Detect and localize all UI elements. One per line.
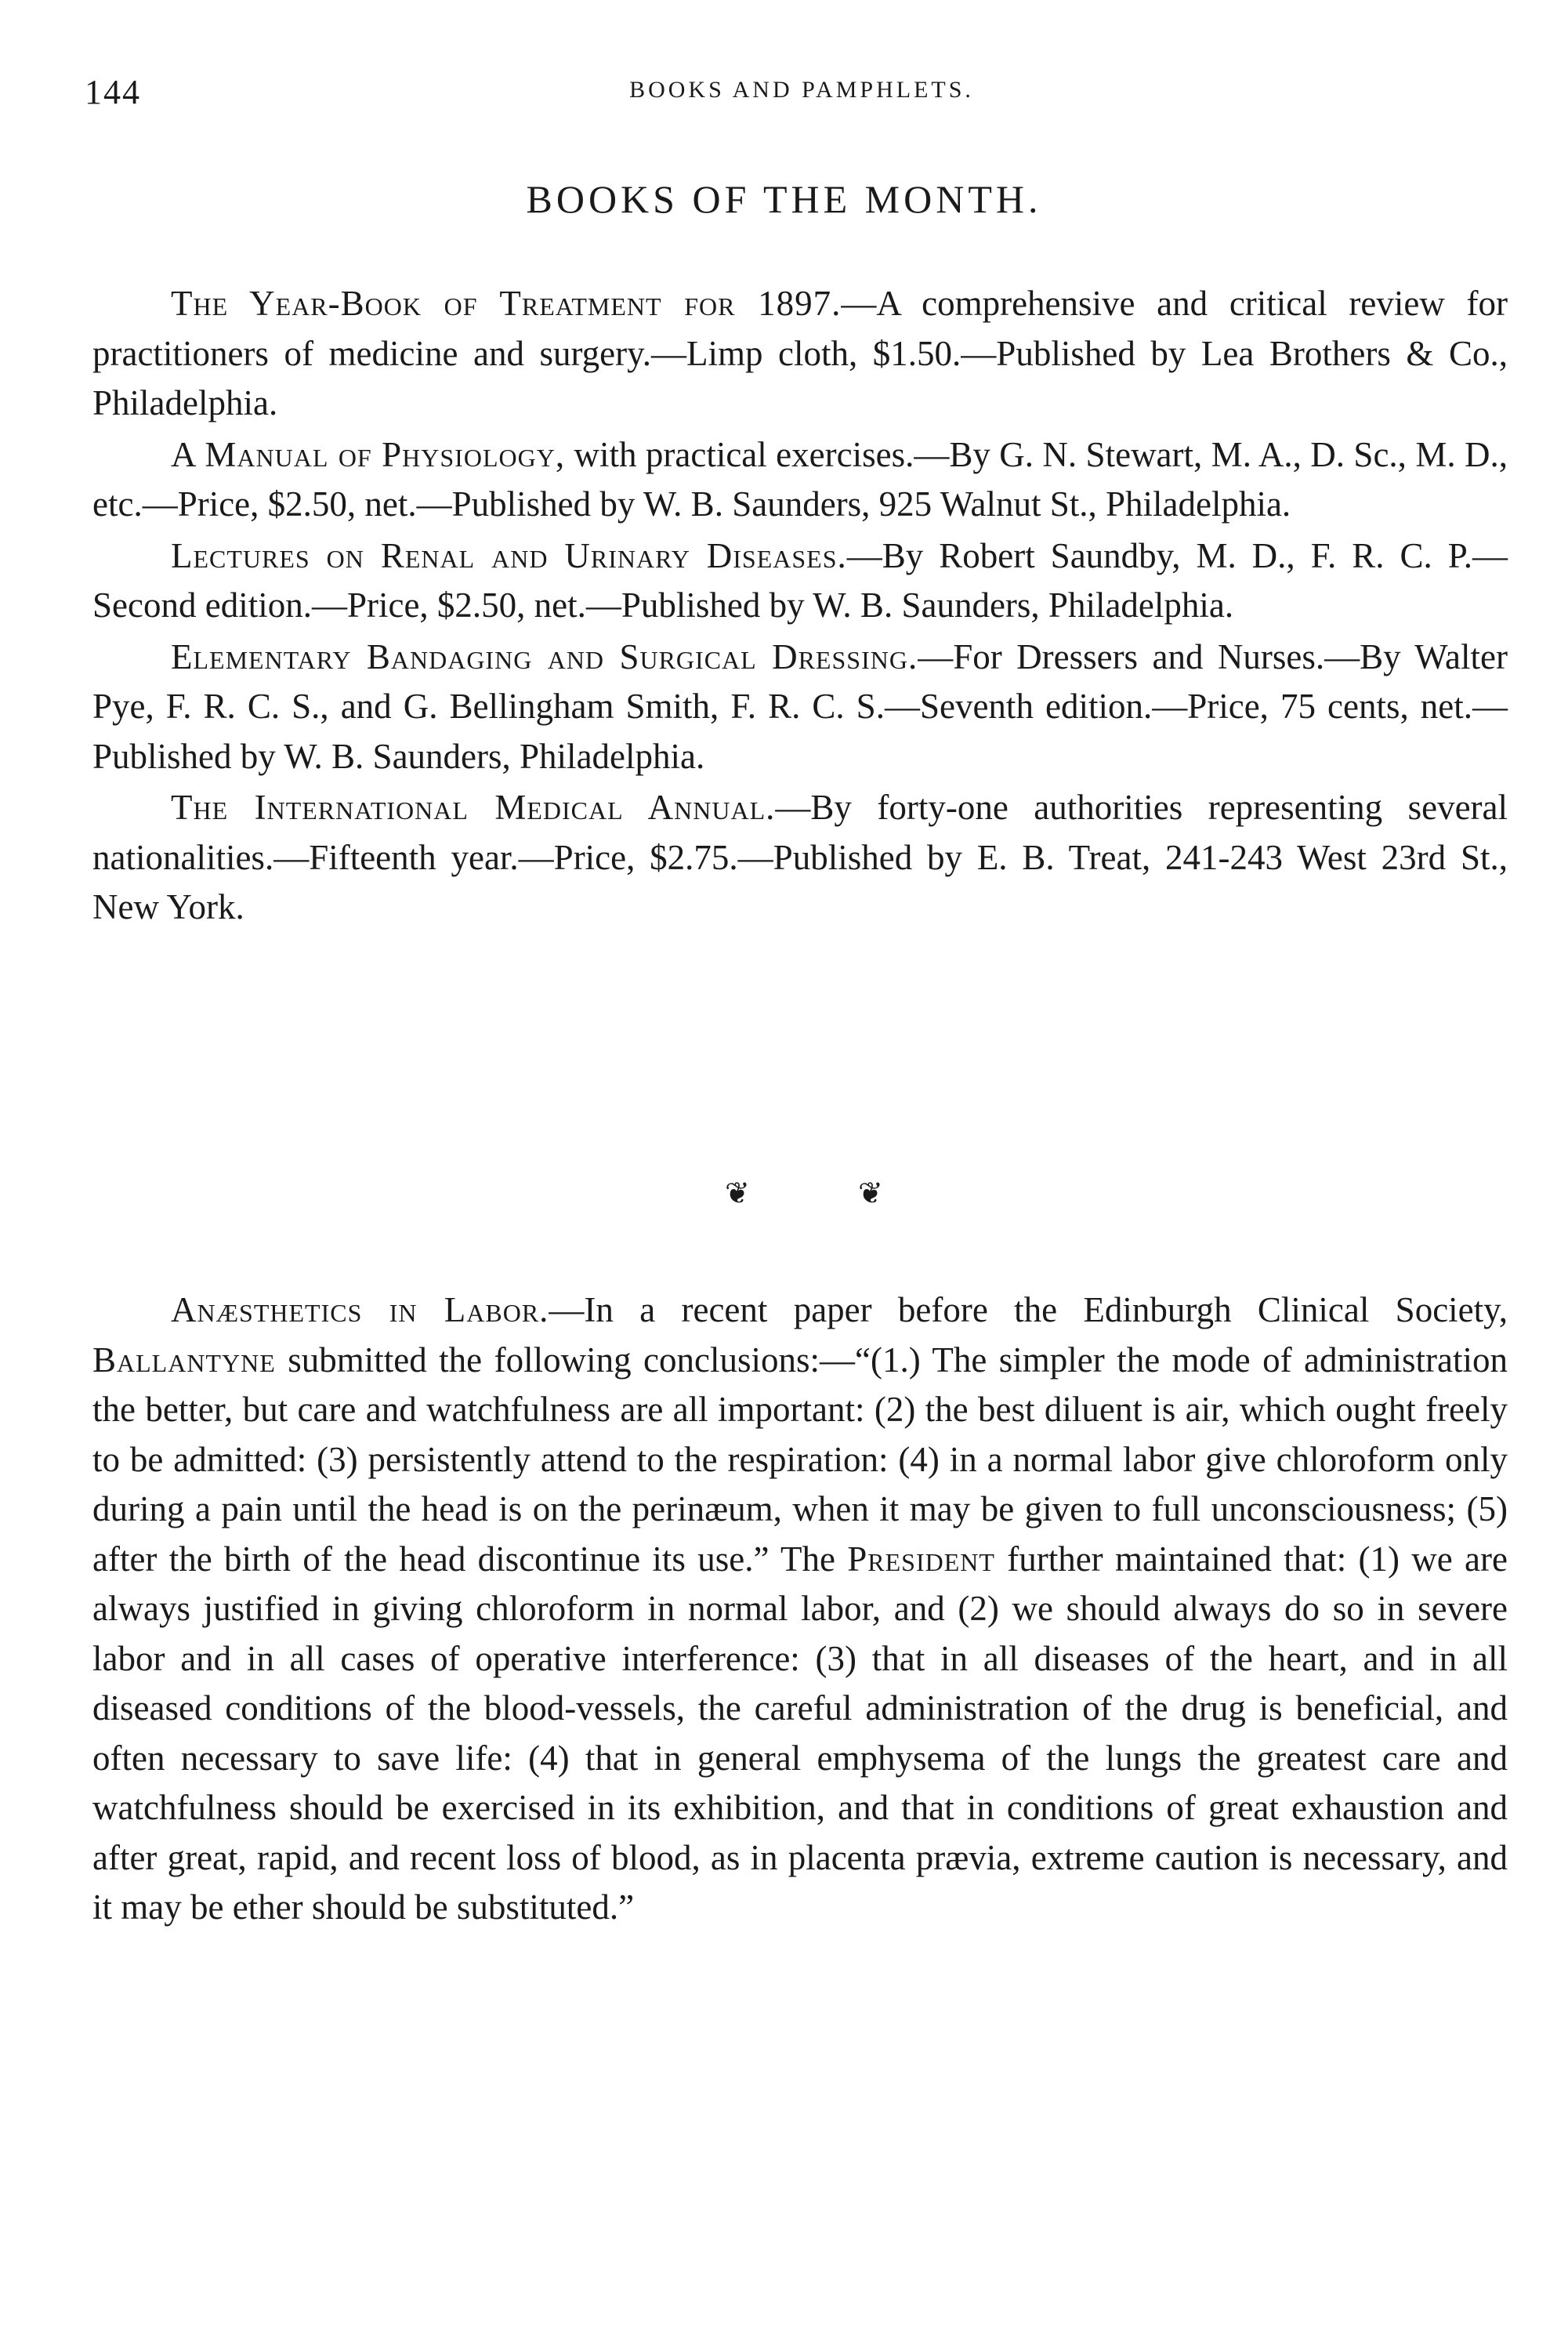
book-details: with practical exercises.—By G. N. Stewart, M. A., D. Sc., M. D., etc.—Price, $2.50, net.—Published by W. B. Saunders, 925 Walnut St., Philadelphia. — [92, 434, 1508, 524]
fleuron-icon: ❦ — [725, 1177, 750, 1210]
book-entry — [92, 430, 1508, 530]
book-title: A Manual of Physiology, — [171, 434, 566, 474]
book-details: —By Robert Saundby, M. D., F. R. C. P.—Second edition.—Price, $2.50, net.—Published by W. B. Saunders, Philadelphia. — [92, 535, 1508, 625]
article-text: further maintained that: (1) we are always justified in giving chloroform in normal labor, and (2) we should always do so in severe labor and in all cases of operative interference: (3) that in all diseases of the heart, and in all diseased conditions of the blood-vessels, the careful administration of the drug is beneficial, and often necessary to save life: (4) that in general emphysema of the lungs the greatest care and watchfulness should be exercised in its exhibition, and that in conditions of great exhaustion and after great, rapid, and recent loss of blood, as in placenta prævia, extreme caution is necessary, and it may be ether should be substituted.” — [92, 1539, 1508, 1927]
book-details: —For Dressers and Nurses.—By Walter Pye, F. R. C. S., and G. Bellingham Smith, F. R. C. S.—Seventh edition.—Price, 75 cents, net.—Published by W. B. Saunders, Philadelphia. — [92, 636, 1508, 776]
speaker-name: President — [847, 1539, 995, 1579]
book-title: The International Medical Annual. — [171, 788, 776, 827]
book-entry — [92, 783, 1508, 933]
article — [92, 1285, 1508, 1934]
article-title: Anæsthetics in Labor. — [171, 1290, 549, 1329]
book-entry — [92, 531, 1508, 631]
article-text: submitted the following conclusions:—“(1.) The simpler the mode of administration the better, but care and watchfulness are all important: (2) the best diluent is air, which ought freely to be admitted: (3) persistently attend to the respiration: (4) in a normal labor give chloroform only during a pain until the head is on the perinæum, when it may be given to full unconsciousness; (5) after the birth of the head discontinue its use.” The — [92, 1340, 1508, 1579]
fleuron-icon: ❦ — [858, 1177, 883, 1210]
section-divider — [0, 1176, 1568, 1223]
section-title: BOOKS OF THE MONTH. — [526, 177, 1042, 221]
book-entry — [92, 279, 1508, 429]
article-paragraph — [92, 1285, 1508, 1933]
running-head — [85, 72, 1519, 111]
book-title: Lectures on Renal and Urinary Diseases. — [171, 535, 847, 575]
page-number: 144 — [85, 73, 141, 111]
book-details: —A comprehensive and critical review for practitioners of medicine and surgery.—Limp cloth, $1.50.—Published by Lea Brothers & Co., Philadelphia. — [92, 284, 1508, 422]
author-name: Ballantyne — [92, 1340, 276, 1380]
book-details: —By forty-one authorities representing several nationalities.—Fifteenth year.—Price, $2.75.—Published by E. B. Treat, 241-243 West 23rd St., New York. — [92, 788, 1508, 926]
article-text: —In a recent paper before the Edinburgh Clinical Society, — [549, 1290, 1508, 1329]
book-entry — [92, 633, 1508, 782]
book-title: Elementary Bandaging and Surgical Dressing. — [171, 636, 918, 676]
running-title: BOOKS AND PAMPHLETS. — [629, 77, 974, 103]
book-title: The Year-Book of Treatment for 1897. — [171, 284, 842, 323]
books-list — [92, 279, 1508, 934]
